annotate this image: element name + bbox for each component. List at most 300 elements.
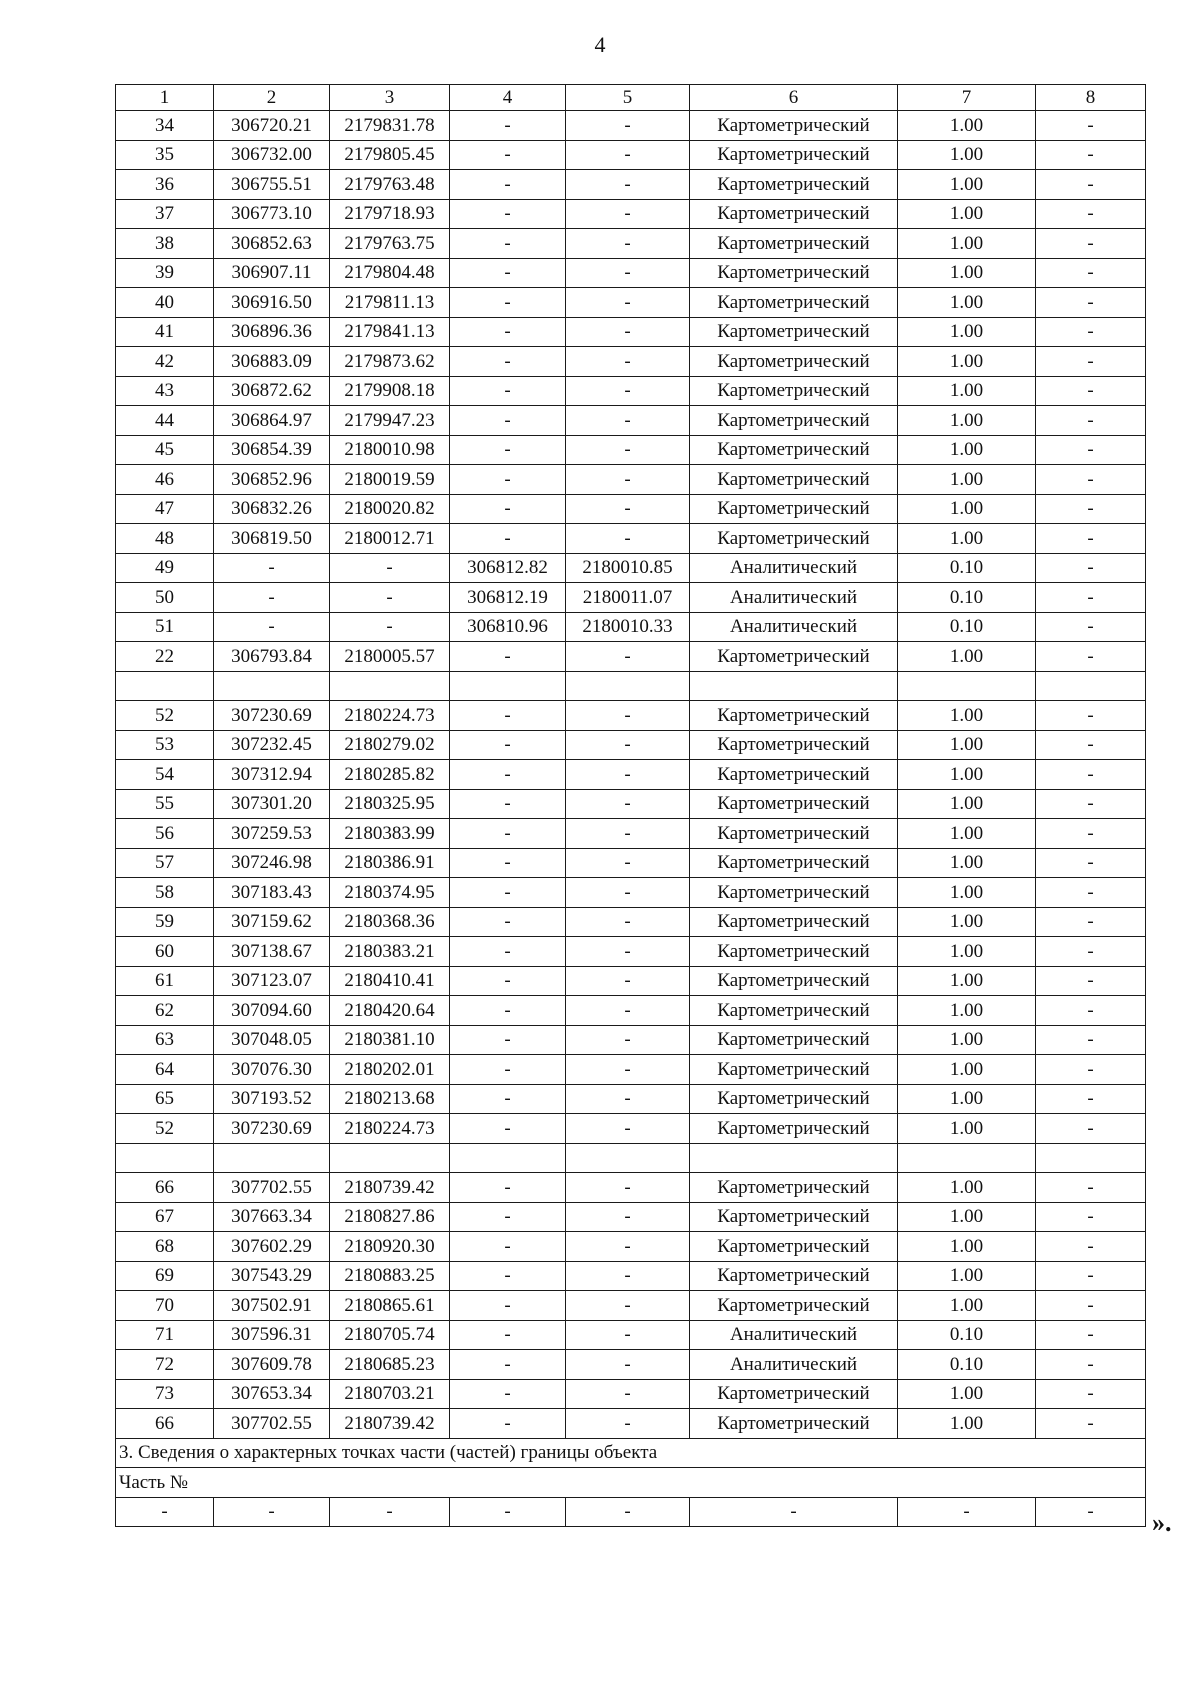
column-header-7: 7 — [898, 85, 1036, 111]
table-row — [116, 140, 1146, 170]
cell-y-new: - — [566, 258, 690, 288]
table-body — [116, 85, 1146, 1527]
cell-method: Картометрический — [690, 819, 898, 849]
cell-x-new: - — [450, 1409, 566, 1439]
cell-x-new: - — [450, 701, 566, 731]
cell-y-new: - — [566, 406, 690, 436]
section-title-row — [116, 1438, 1146, 1468]
cell-point-number — [116, 671, 214, 701]
cell-x-new: - — [450, 258, 566, 288]
cell-y-existing: 2180020.82 — [330, 494, 450, 524]
cell-y-existing: - — [330, 1497, 450, 1527]
cell-point-number: 65 — [116, 1084, 214, 1114]
cell-y-new: - — [566, 907, 690, 937]
cell-y-existing: 2180386.91 — [330, 848, 450, 878]
cell-x-new — [450, 1143, 566, 1173]
cell-x-new: 306810.96 — [450, 612, 566, 642]
cell-point-number: 45 — [116, 435, 214, 465]
cell-point-number: 62 — [116, 996, 214, 1026]
cell-x-existing: 306732.00 — [214, 140, 330, 170]
cell-x-new: - — [450, 878, 566, 908]
cell-y-existing: 2179947.23 — [330, 406, 450, 436]
cell-method: Картометрический — [690, 642, 898, 672]
cell-y-new: - — [566, 701, 690, 731]
cell-x-new: - — [450, 1025, 566, 1055]
cell-y-existing: 2180285.82 — [330, 760, 450, 790]
cell-description: - — [1036, 229, 1146, 259]
cell-x-new: - — [450, 317, 566, 347]
cell-x-new: - — [450, 1173, 566, 1203]
cell-x-new — [450, 671, 566, 701]
cell-y-existing: 2180019.59 — [330, 465, 450, 495]
cell-description: - — [1036, 966, 1146, 996]
cell-point-number: 43 — [116, 376, 214, 406]
cell-point-number: 66 — [116, 1173, 214, 1203]
cell-method: Картометрический — [690, 524, 898, 554]
cell-y-new: - — [566, 465, 690, 495]
cell-x-new: - — [450, 730, 566, 760]
cell-point-number: 73 — [116, 1379, 214, 1409]
cell-accuracy: 0.10 — [898, 1320, 1036, 1350]
cell-x-existing: 307702.55 — [214, 1173, 330, 1203]
column-header-5: 5 — [566, 85, 690, 111]
table-row — [116, 494, 1146, 524]
cell-x-existing: - — [214, 1497, 330, 1527]
cell-point-number: 46 — [116, 465, 214, 495]
cell-x-existing: - — [214, 553, 330, 583]
cell-method: Картометрический — [690, 1232, 898, 1262]
cell-description: - — [1036, 848, 1146, 878]
cell-y-new: - — [566, 1320, 690, 1350]
table-row — [116, 317, 1146, 347]
cell-description: - — [1036, 1025, 1146, 1055]
cell-y-existing: 2179805.45 — [330, 140, 450, 170]
cell-x-new: - — [450, 642, 566, 672]
table-row — [116, 671, 1146, 701]
cell-x-new: - — [450, 819, 566, 849]
cell-y-new: - — [566, 966, 690, 996]
cell-y-existing: 2179831.78 — [330, 111, 450, 141]
cell-x-existing: 306907.11 — [214, 258, 330, 288]
cell-accuracy: 1.00 — [898, 140, 1036, 170]
cell-x-existing: 307076.30 — [214, 1055, 330, 1085]
cell-y-existing: 2180202.01 — [330, 1055, 450, 1085]
cell-accuracy: 1.00 — [898, 760, 1036, 790]
cell-description: - — [1036, 317, 1146, 347]
cell-description: - — [1036, 1232, 1146, 1262]
cell-x-new: - — [450, 199, 566, 229]
cell-method: Картометрический — [690, 907, 898, 937]
cell-x-new: - — [450, 1320, 566, 1350]
cell-method: Картометрический — [690, 996, 898, 1026]
cell-x-new: - — [450, 170, 566, 200]
cell-x-existing: 306832.26 — [214, 494, 330, 524]
table-row — [116, 878, 1146, 908]
cell-x-existing: 306896.36 — [214, 317, 330, 347]
cell-accuracy: 0.10 — [898, 583, 1036, 613]
table-row — [116, 1114, 1146, 1144]
cell-point-number: 67 — [116, 1202, 214, 1232]
cell-accuracy: 1.00 — [898, 848, 1036, 878]
cell-y-existing: 2180012.71 — [330, 524, 450, 554]
cell-x-new: - — [450, 1055, 566, 1085]
cell-point-number: 52 — [116, 701, 214, 731]
cell-method: Картометрический — [690, 1379, 898, 1409]
cell-x-existing: 307259.53 — [214, 819, 330, 849]
cell-x-existing: 306852.96 — [214, 465, 330, 495]
cell-x-existing: - — [214, 612, 330, 642]
cell-y-new: - — [566, 1261, 690, 1291]
cell-x-existing: 306793.84 — [214, 642, 330, 672]
cell-accuracy: 1.00 — [898, 1025, 1036, 1055]
table-row — [116, 170, 1146, 200]
cell-method: Картометрический — [690, 1114, 898, 1144]
part-points-row — [116, 1497, 1146, 1527]
cell-y-new: - — [566, 170, 690, 200]
closing-quote-mark: ». — [1152, 1508, 1172, 1537]
cell-point-number: 72 — [116, 1350, 214, 1380]
cell-y-new: - — [566, 1497, 690, 1527]
table-row — [116, 524, 1146, 554]
table-row — [116, 642, 1146, 672]
table-row — [116, 1409, 1146, 1439]
cell-description: - — [1036, 140, 1146, 170]
cell-x-existing: 307230.69 — [214, 701, 330, 731]
cell-x-existing — [214, 671, 330, 701]
cell-x-existing: 307653.34 — [214, 1379, 330, 1409]
cell-description: - — [1036, 1202, 1146, 1232]
cell-x-new: - — [450, 229, 566, 259]
cell-point-number: 39 — [116, 258, 214, 288]
cell-y-existing: 2179804.48 — [330, 258, 450, 288]
cell-x-existing: 306854.39 — [214, 435, 330, 465]
cell-y-new: - — [566, 1055, 690, 1085]
cell-y-new: - — [566, 288, 690, 318]
table-row — [116, 553, 1146, 583]
cell-accuracy: 1.00 — [898, 1232, 1036, 1262]
cell-accuracy: 1.00 — [898, 1202, 1036, 1232]
cell-y-existing: 2180325.95 — [330, 789, 450, 819]
cell-point-number: 61 — [116, 966, 214, 996]
cell-x-new: - — [450, 347, 566, 377]
cell-x-existing — [214, 1143, 330, 1173]
cell-y-new: - — [566, 1114, 690, 1144]
cell-method: Картометрический — [690, 494, 898, 524]
cell-y-new: 2180010.85 — [566, 553, 690, 583]
cell-accuracy: 1.00 — [898, 878, 1036, 908]
column-header-6: 6 — [690, 85, 898, 111]
cell-accuracy: 1.00 — [898, 317, 1036, 347]
cell-y-existing: 2180224.73 — [330, 1114, 450, 1144]
cell-y-existing: 2180381.10 — [330, 1025, 450, 1055]
table-row — [116, 288, 1146, 318]
table-row — [116, 937, 1146, 967]
cell-method — [690, 1143, 898, 1173]
cell-description: - — [1036, 1497, 1146, 1527]
cell-method: Картометрический — [690, 170, 898, 200]
cell-point-number: 49 — [116, 553, 214, 583]
table-row — [116, 1143, 1146, 1173]
cell-x-existing: 306883.09 — [214, 347, 330, 377]
cell-description: - — [1036, 1173, 1146, 1203]
cell-method: Картометрический — [690, 1409, 898, 1439]
cell-method: Картометрический — [690, 317, 898, 347]
cell-description: - — [1036, 583, 1146, 613]
cell-description: - — [1036, 1409, 1146, 1439]
table-row — [116, 966, 1146, 996]
cell-x-existing: 306720.21 — [214, 111, 330, 141]
coordinates-table-container — [115, 84, 1146, 1527]
cell-accuracy: 1.00 — [898, 1261, 1036, 1291]
cell-x-new: - — [450, 907, 566, 937]
cell-y-new: - — [566, 1202, 690, 1232]
table-row — [116, 730, 1146, 760]
cell-accuracy: 1.00 — [898, 347, 1036, 377]
cell-point-number: 57 — [116, 848, 214, 878]
cell-x-existing: 307138.67 — [214, 937, 330, 967]
cell-accuracy: 1.00 — [898, 996, 1036, 1026]
cell-description: - — [1036, 524, 1146, 554]
table-row — [116, 760, 1146, 790]
cell-x-new: - — [450, 406, 566, 436]
table-row — [116, 701, 1146, 731]
cell-point-number: 48 — [116, 524, 214, 554]
cell-y-existing: 2180010.98 — [330, 435, 450, 465]
cell-accuracy: 1.00 — [898, 907, 1036, 937]
cell-y-existing: 2180685.23 — [330, 1350, 450, 1380]
cell-description: - — [1036, 406, 1146, 436]
cell-point-number: 70 — [116, 1291, 214, 1321]
cell-x-new: - — [450, 1232, 566, 1262]
cell-accuracy: 1.00 — [898, 1114, 1036, 1144]
cell-accuracy: - — [898, 1497, 1036, 1527]
cell-method: Картометрический — [690, 258, 898, 288]
cell-y-new: - — [566, 937, 690, 967]
cell-point-number: 63 — [116, 1025, 214, 1055]
cell-x-existing: 306773.10 — [214, 199, 330, 229]
cell-x-new: - — [450, 435, 566, 465]
cell-description: - — [1036, 347, 1146, 377]
cell-x-existing: 307246.98 — [214, 848, 330, 878]
cell-point-number: 68 — [116, 1232, 214, 1262]
cell-y-existing: 2180368.36 — [330, 907, 450, 937]
cell-accuracy: 1.00 — [898, 494, 1036, 524]
cell-point-number: 34 — [116, 111, 214, 141]
table-row — [116, 1202, 1146, 1232]
cell-accuracy: 0.10 — [898, 612, 1036, 642]
cell-y-existing — [330, 1143, 450, 1173]
cell-method: Картометрический — [690, 1261, 898, 1291]
cell-y-new: - — [566, 317, 690, 347]
cell-point-number: 50 — [116, 583, 214, 613]
table-row — [116, 789, 1146, 819]
cell-x-new: - — [450, 789, 566, 819]
cell-y-existing: 2179908.18 — [330, 376, 450, 406]
cell-method: Картометрический — [690, 1291, 898, 1321]
column-header-8: 8 — [1036, 85, 1146, 111]
table-row — [116, 465, 1146, 495]
cell-y-existing: 2180703.21 — [330, 1379, 450, 1409]
cell-description: - — [1036, 1350, 1146, 1380]
cell-point-number: 52 — [116, 1114, 214, 1144]
cell-method: Картометрический — [690, 435, 898, 465]
cell-description: - — [1036, 1291, 1146, 1321]
cell-description: - — [1036, 111, 1146, 141]
boundary-points-table — [115, 84, 1146, 1527]
cell-accuracy: 1.00 — [898, 406, 1036, 436]
cell-accuracy: 1.00 — [898, 701, 1036, 731]
cell-description: - — [1036, 1084, 1146, 1114]
cell-x-existing: 307609.78 — [214, 1350, 330, 1380]
cell-y-existing: 2179763.48 — [330, 170, 450, 200]
cell-y-new: 2180010.33 — [566, 612, 690, 642]
cell-y-existing — [330, 671, 450, 701]
cell-point-number: 55 — [116, 789, 214, 819]
cell-point-number: 51 — [116, 612, 214, 642]
cell-y-new: - — [566, 199, 690, 229]
cell-x-existing: 307663.34 — [214, 1202, 330, 1232]
cell-accuracy: 1.00 — [898, 435, 1036, 465]
cell-point-number: 53 — [116, 730, 214, 760]
cell-y-new: - — [566, 730, 690, 760]
table-row — [116, 907, 1146, 937]
cell-description: - — [1036, 907, 1146, 937]
cell-x-new: 306812.82 — [450, 553, 566, 583]
cell-x-existing: 307123.07 — [214, 966, 330, 996]
cell-method: Картометрический — [690, 288, 898, 318]
cell-y-new: - — [566, 760, 690, 790]
cell-method: Картометрический — [690, 878, 898, 908]
cell-y-new — [566, 671, 690, 701]
cell-description: - — [1036, 435, 1146, 465]
cell-accuracy: 1.00 — [898, 1379, 1036, 1409]
cell-description: - — [1036, 1320, 1146, 1350]
cell-y-existing: 2180005.57 — [330, 642, 450, 672]
cell-x-existing: - — [214, 583, 330, 613]
cell-x-existing: 307596.31 — [214, 1320, 330, 1350]
cell-y-new: - — [566, 1173, 690, 1203]
cell-description: - — [1036, 1261, 1146, 1291]
cell-x-existing: 307159.62 — [214, 907, 330, 937]
cell-method: Картометрический — [690, 376, 898, 406]
cell-y-new: - — [566, 1025, 690, 1055]
cell-accuracy — [898, 671, 1036, 701]
cell-method: Картометрический — [690, 1202, 898, 1232]
cell-y-new: - — [566, 878, 690, 908]
cell-accuracy — [898, 1143, 1036, 1173]
cell-x-new: - — [450, 1350, 566, 1380]
cell-accuracy: 1.00 — [898, 1173, 1036, 1203]
cell-x-new: - — [450, 1291, 566, 1321]
cell-method: Картометрический — [690, 1173, 898, 1203]
cell-method: Аналитический — [690, 553, 898, 583]
cell-method: Картометрический — [690, 140, 898, 170]
cell-description: - — [1036, 465, 1146, 495]
table-row — [116, 1291, 1146, 1321]
cell-point-number: 69 — [116, 1261, 214, 1291]
cell-x-new: - — [450, 996, 566, 1026]
cell-y-new: - — [566, 140, 690, 170]
cell-point-number: 64 — [116, 1055, 214, 1085]
cell-description: - — [1036, 553, 1146, 583]
cell-y-new: - — [566, 347, 690, 377]
cell-y-new: - — [566, 1291, 690, 1321]
cell-method: Картометрический — [690, 229, 898, 259]
cell-y-new — [566, 1143, 690, 1173]
cell-y-existing: 2180739.42 — [330, 1409, 450, 1439]
cell-y-new: - — [566, 1232, 690, 1262]
cell-method: Аналитический — [690, 612, 898, 642]
cell-method: Аналитический — [690, 583, 898, 613]
cell-y-new: - — [566, 1350, 690, 1380]
part-label-row — [116, 1468, 1146, 1498]
cell-description: - — [1036, 642, 1146, 672]
cell-point-number — [116, 1143, 214, 1173]
cell-y-existing: 2179873.62 — [330, 347, 450, 377]
cell-method: Картометрический — [690, 111, 898, 141]
table-row — [116, 1261, 1146, 1291]
cell-point-number: 71 — [116, 1320, 214, 1350]
cell-accuracy: 1.00 — [898, 789, 1036, 819]
table-row — [116, 819, 1146, 849]
cell-x-new: - — [450, 848, 566, 878]
cell-y-existing: 2179718.93 — [330, 199, 450, 229]
cell-x-new: - — [450, 288, 566, 318]
cell-accuracy: 1.00 — [898, 1084, 1036, 1114]
cell-accuracy: 1.00 — [898, 199, 1036, 229]
cell-y-existing: 2179841.13 — [330, 317, 450, 347]
cell-y-existing: 2180383.21 — [330, 937, 450, 967]
table-row — [116, 258, 1146, 288]
cell-x-new: - — [450, 1261, 566, 1291]
cell-point-number: 22 — [116, 642, 214, 672]
cell-accuracy: 1.00 — [898, 376, 1036, 406]
cell-y-existing: 2180383.99 — [330, 819, 450, 849]
cell-x-existing: 307183.43 — [214, 878, 330, 908]
cell-point-number: 37 — [116, 199, 214, 229]
cell-y-new: - — [566, 524, 690, 554]
section-title: 3. Сведения о характерных точках части (частей) границы объекта — [116, 1438, 1146, 1468]
cell-description: - — [1036, 1114, 1146, 1144]
cell-y-new: - — [566, 642, 690, 672]
cell-y-existing: 2180920.30 — [330, 1232, 450, 1262]
cell-y-existing: 2180739.42 — [330, 1173, 450, 1203]
cell-description: - — [1036, 789, 1146, 819]
cell-x-new: - — [450, 937, 566, 967]
table-row — [116, 406, 1146, 436]
cell-x-existing: 307543.29 — [214, 1261, 330, 1291]
cell-y-existing: 2180224.73 — [330, 701, 450, 731]
cell-accuracy: 1.00 — [898, 1409, 1036, 1439]
cell-accuracy: 1.00 — [898, 937, 1036, 967]
cell-description: - — [1036, 730, 1146, 760]
cell-x-existing: 306872.62 — [214, 376, 330, 406]
cell-description: - — [1036, 612, 1146, 642]
cell-accuracy: 1.00 — [898, 288, 1036, 318]
table-row — [116, 199, 1146, 229]
cell-method: Картометрический — [690, 760, 898, 790]
cell-point-number: 58 — [116, 878, 214, 908]
cell-description: - — [1036, 760, 1146, 790]
cell-point-number: 66 — [116, 1409, 214, 1439]
cell-y-new: - — [566, 1379, 690, 1409]
table-row — [116, 1055, 1146, 1085]
cell-point-number: 35 — [116, 140, 214, 170]
cell-point-number: 42 — [116, 347, 214, 377]
cell-point-number: 41 — [116, 317, 214, 347]
cell-method: Картометрический — [690, 199, 898, 229]
cell-accuracy: 1.00 — [898, 258, 1036, 288]
